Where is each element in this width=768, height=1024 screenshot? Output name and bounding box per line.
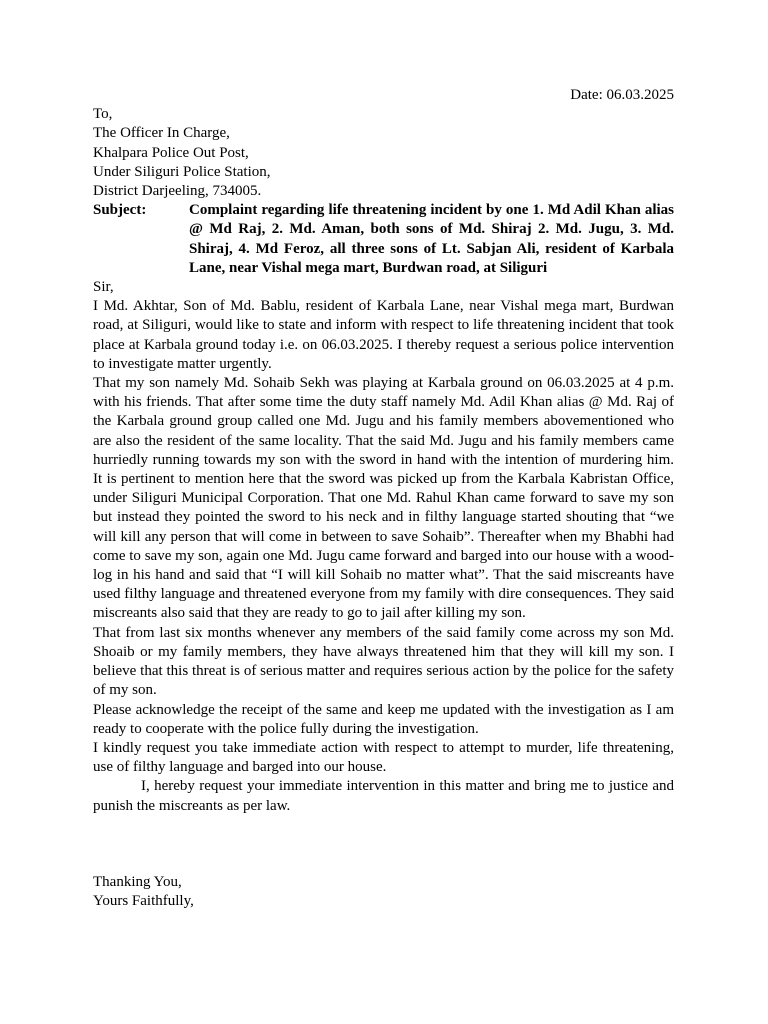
address-line: Under Siliguri Police Station, [93, 163, 271, 180]
letter-date: Date: 06.03.2025 [570, 87, 674, 103]
letter-page [93, 86, 674, 911]
body-paragraph: That from last six months whenever any members of the said family come across my son Md. Shoaib or my family members, they have always threatened him that they will kill my son. I believe that this threat is of serious matter and requires serious action by the police for the safety of my son. [93, 624, 674, 699]
body-paragraph: Please acknowledge the receipt of the same and keep me updated with the investigation as I am ready to cooperate with the police fully during the investigation. [93, 701, 674, 737]
closing-line: Thanking You, [93, 873, 182, 890]
address-line: The Officer In Charge, [93, 125, 230, 142]
subject-label: Subject: [93, 202, 147, 219]
address-line: District Darjeeling, 734005. [93, 183, 262, 200]
body-paragraph: That my son namely Md. Sohaib Sekh was playing at Karbala ground on 06.03.2025 at 4 p.m. with his friends. That after some time the duty staff namely Md. Adil Khan alias @ Md. Raj of the Karbala ground group called one Md. Jugu and his family members abovementioned who are also the resident of the same locality. That the said Md. Jugu and his family members came hurriedly running towards my son with the sword in hand with the intention of murdering him. It is pertinent to mention here that the sword was picked up from the Karbala Kabristan Office, under Siliguri Municipal Corporation. That one Md. Rahul Khan came forward to save my son but instead they pointed the sword to his neck and in filthy language started shouting that “we will kill any person that will come in between to save Sohaib”. Thereafter when my Bhabhi had come to save my son, again one Md. Jugu came forward and barged into our house with a wood-log in his hand and said that “I will kill Sohaib no matter what”. That the said miscreants have used filthy language and threatened everyone from my family with dire consequences. They said miscreants also said that they are ready to go to jail after killing my son. [93, 375, 674, 622]
body-paragraph: I kindly request you take immediate action with respect to attempt to murder, life threatening, use of filthy language and barged into our house. [93, 739, 674, 776]
recipient-address [93, 105, 674, 201]
subject-text: Complaint regarding life threatening incident by one 1. Md Adil Khan alias @ Md Raj, 2. Md. Aman, both sons of Md. Shiraj 2. Md. Jugu, 3. Md. Shiraj, 4. Md Feroz, all three sons of Lt. Sabjan Ali, resident of Karbala Lane, near Vishal mega mart, Burdwan road, at Siliguri [189, 202, 674, 276]
body-paragraph: I, hereby request your immediate intervention in this matter and bring me to justice and punish the miscreants as per law. [93, 778, 674, 814]
subject-block [93, 201, 674, 278]
body-paragraph: I Md. Akhtar, Son of Md. Bablu, resident of Karbala Lane, near Vishal mega mart, Burdwan road, at Siliguri, would like to state and inform with respect to life threatening incident that took place at Karbala ground today i.e. on 06.03.2025. I thereby request a serious police intervention to investigate matter urgently. [93, 298, 674, 372]
address-line: Khalpara Police Out Post, [93, 144, 249, 161]
closing-block [93, 873, 674, 911]
closing-line: Yours Faithfully, [93, 892, 194, 909]
salutation: Sir, [93, 279, 114, 296]
address-line: To, [93, 106, 113, 123]
